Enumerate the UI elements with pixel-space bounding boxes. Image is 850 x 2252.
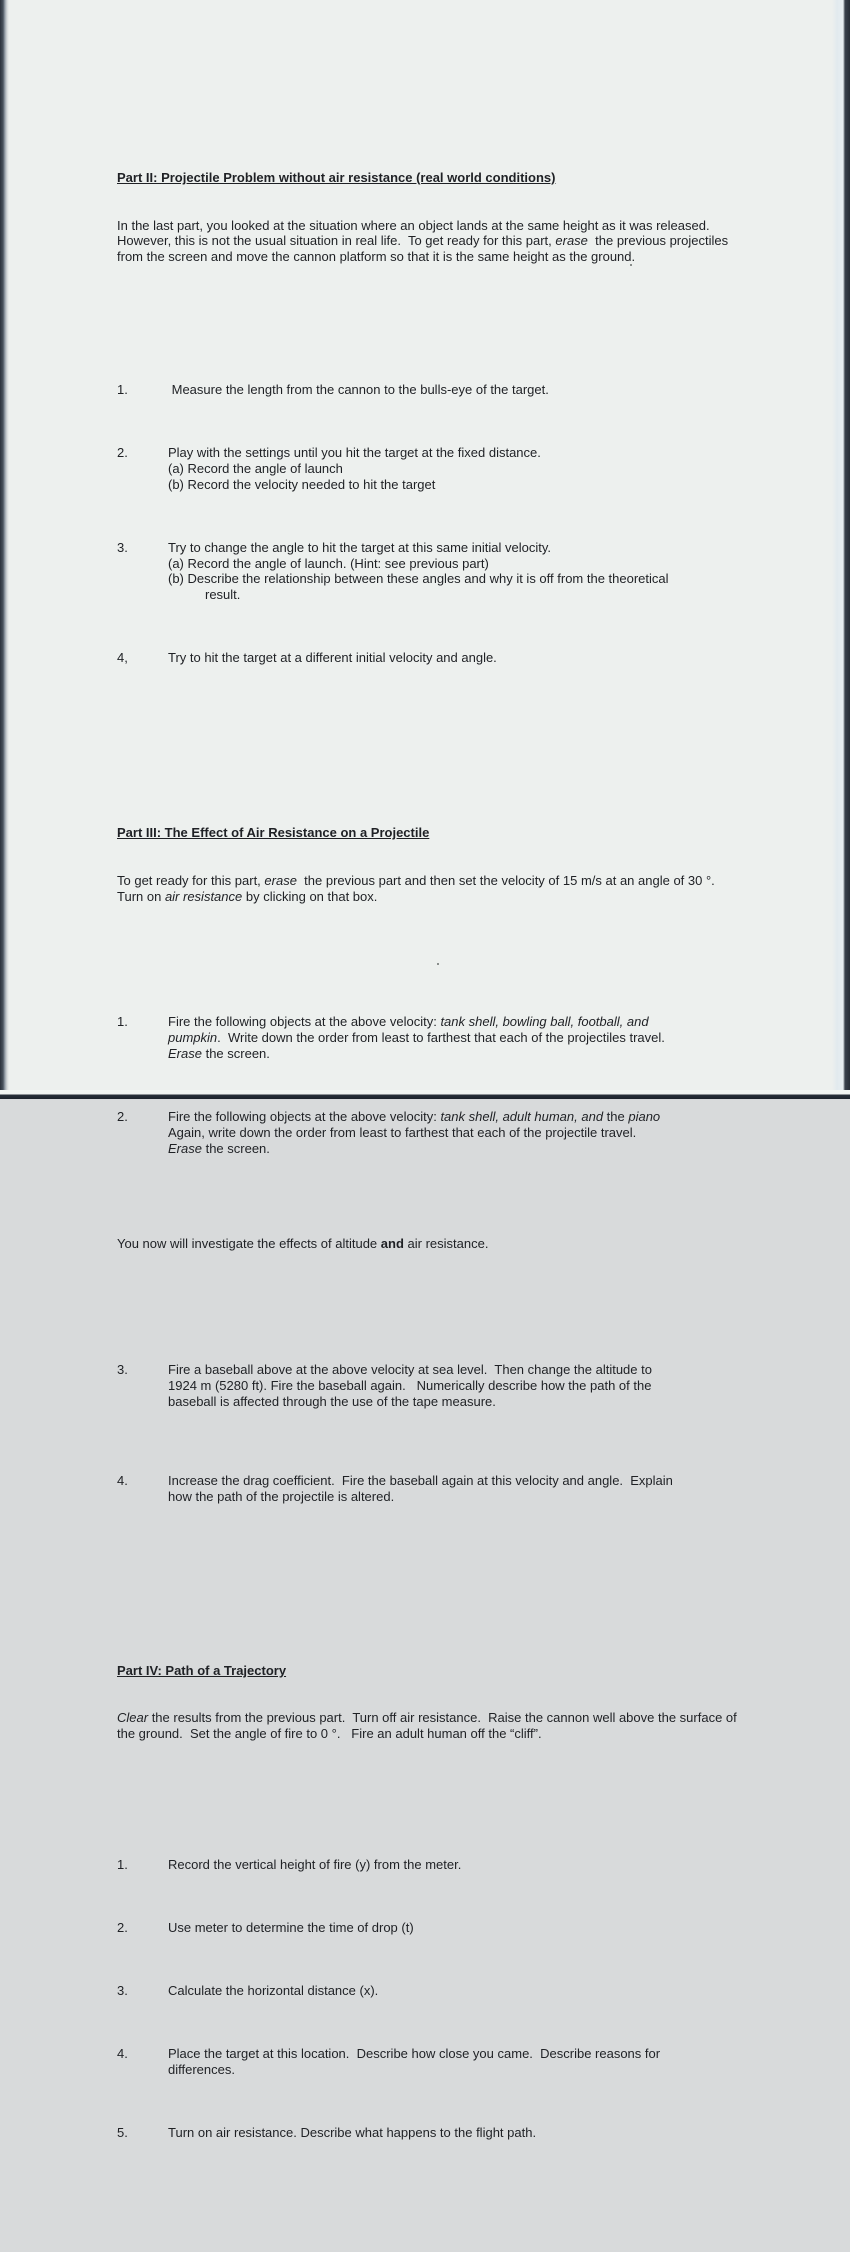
list-item-line: Increase the drag coefficient. Fire the baseball again at this velocity and angle. Explain [168, 1472, 673, 1488]
list-item-line: (a) Record the angle of launch [168, 460, 343, 476]
list-item [117, 650, 746, 666]
list-item-line: Try to change the angle to hit the target at this same initial velocity. [168, 539, 551, 555]
list-item-body [168, 650, 746, 666]
scan-edge-right [832, 0, 850, 1099]
list-item-line: Turn on air resistance. Describe what happens to the flight path. [168, 2125, 537, 2141]
list-item-line: Measure the length from the cannon to the bulls-eye of the target. [168, 381, 549, 397]
list-item [117, 445, 746, 492]
list-item-body [168, 540, 746, 603]
list-item-line: Play with the settings until you hit the target at the fixed distance. [168, 444, 541, 460]
list-item [117, 1014, 746, 1061]
list-item [117, 540, 746, 603]
list-item [117, 1857, 746, 1873]
part4-intro: Clear the results from the previous part. Turn off air resistance. Raise the cannon well above the surface of the ground. Set the angle of fire to 0 °. Fire an adult human off the “cliff”. [117, 1710, 741, 1742]
list-item-line: (a) Record the angle of launch. (Hint: see previous part) [168, 555, 489, 571]
list-item-number: 1. [117, 381, 128, 397]
list-item [117, 382, 746, 398]
list-item-line: Use meter to determine the time of drop (t) [168, 1919, 414, 1935]
list-item-line: Erase the screen. [168, 1045, 270, 1061]
part3-list-a [117, 951, 746, 1188]
part4-heading: Part IV: Path of a Trajectory [117, 1662, 287, 1678]
list-item [117, 1473, 746, 1505]
list-item-number: 4, [117, 650, 128, 666]
list-item-number: 4. [117, 2046, 128, 2062]
list-item [117, 1362, 746, 1409]
list-item-line: result. [205, 587, 241, 603]
list-item-body [168, 2046, 746, 2078]
list-item-line: Record the vertical height of fire (y) from the meter. [168, 1856, 462, 1872]
list-item-number: 5. [117, 2125, 128, 2141]
list-item-line: Try to hit the target at a different initial velocity and angle. [168, 650, 497, 666]
section-part2 [117, 138, 746, 729]
list-item [117, 2046, 746, 2078]
section-part4 [117, 1631, 746, 2204]
list-item-body [168, 445, 746, 492]
list-item-body [168, 1014, 746, 1061]
list-item-line: 1924 m (5280 ft). Fire the baseball again. Numerically describe how the path of the [168, 1377, 652, 1393]
list-item [117, 1920, 746, 1936]
list-item-body [168, 1983, 746, 1999]
list-item-number: 2. [117, 444, 128, 460]
part2-heading: Part II: Projectile Problem without air resistance (real world conditions) [117, 169, 556, 185]
list-item-body [168, 1362, 746, 1409]
list-item-line: (b) Describe the relationship between these angles and why it is off from the theoretical [168, 571, 669, 587]
list-item-line: Fire a baseball above at the above velocity at sea level. Then change the altitude to [168, 1362, 652, 1378]
list-item-number: 3. [117, 1362, 128, 1378]
list-item-line: Place the target at this location. Describe how close you came. Describe reasons for [168, 2046, 661, 2062]
part3-intro: To get ready for this part, erase the previous part and then set the velocity of 15 m/s at an angle of 30 °. Turn on air resistance by clicking on that box. [117, 872, 722, 904]
list-item-body [168, 1857, 746, 1873]
list-item-body [168, 1109, 746, 1156]
scan-edge-left [0, 0, 9, 1099]
list-item-number: 1. [117, 1014, 128, 1030]
list-item [117, 1109, 746, 1156]
list-item-body [168, 2125, 746, 2141]
list-item-line: Fire the following objects at the above velocity: tank shell, bowling ball, football, and [168, 1014, 649, 1030]
part3-list-b [117, 1299, 746, 1536]
list-item-line: differences. [168, 2062, 235, 2078]
list-item-line: Erase the screen. [168, 1140, 270, 1156]
list-item-body [168, 382, 746, 398]
list-item-number: 3. [117, 539, 128, 555]
list-item-line: Fire the following objects at the above velocity: tank shell, adult human, and the piano [168, 1109, 661, 1125]
list-item-body [168, 1473, 746, 1505]
altitude-note: You now will investigate the effects of altitude and air resistance. [117, 1235, 489, 1251]
section-part3 [117, 794, 746, 1568]
list-item-number: 3. [117, 1983, 128, 1999]
list-item-line: pumpkin. Write down the order from least to farthest that each of the projectiles travel. [168, 1030, 665, 1046]
list-item-number: 4. [117, 1472, 128, 1488]
list-item-line: (b) Record the velocity needed to hit the target [168, 476, 436, 492]
list-item [117, 1983, 746, 1999]
list-item-line: baseball is affected through the use of the tape measure. [168, 1393, 496, 1409]
part2-intro: In the last part, you looked at the situation where an object lands at the same height as it was released. However, this is not the usual situation in real life. To get ready for this part, erase the previous projectiles from the screen and move the cannon platform so that it is the same height as the ground. [117, 217, 732, 265]
list-item-line: Calculate the horizontal distance (x). [168, 1983, 379, 1999]
list-item-body [168, 1920, 746, 1936]
part3-heading: Part III: The Effect of Air Resistance on a Projectile [117, 825, 430, 841]
list-item-number: 2. [117, 1109, 128, 1125]
part4-list [117, 1794, 746, 2173]
list-item-number: 2. [117, 1919, 128, 1935]
list-item [117, 2125, 746, 2141]
list-item-line: Again, write down the order from least to farthest that each of the projectile travel. [168, 1124, 637, 1140]
list-item-number: 1. [117, 1856, 128, 1872]
part2-list [117, 319, 746, 698]
list-item-line: how the path of the projectile is altered. [168, 1488, 395, 1504]
document-content [117, 91, 746, 2252]
